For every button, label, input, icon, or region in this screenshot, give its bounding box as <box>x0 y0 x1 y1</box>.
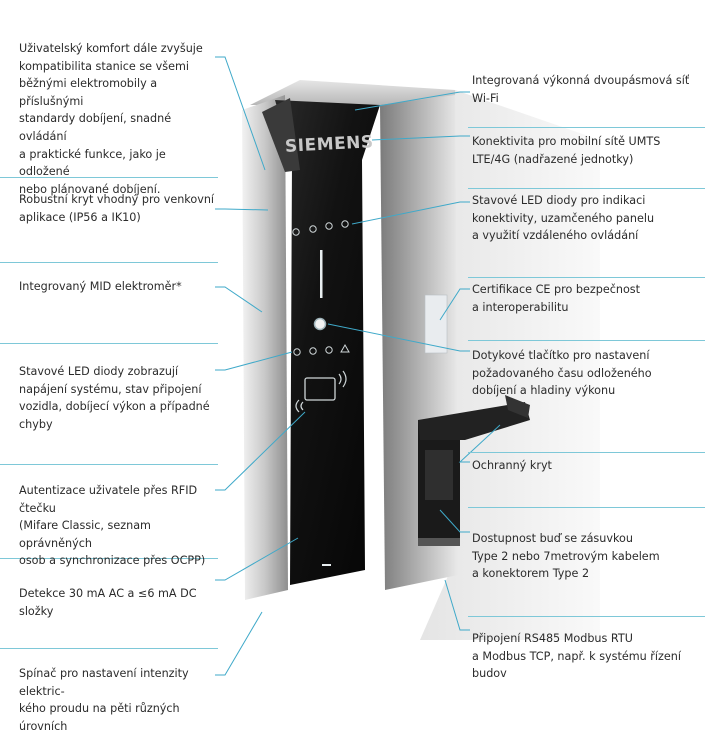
label-socket-type2: Dostupnost buď se zásuvkou Type 2 nebo 7metrovým kabelem a konektorem Type 2 <box>472 532 660 581</box>
brand-logo: SIEMENS <box>284 132 375 157</box>
label-protective-cover: Ochranný kryt <box>472 459 552 472</box>
socket-bottom-plate <box>418 538 460 546</box>
label-ce-certification: Certifikace CE pro bezpečnost a interoperabilitu <box>472 283 640 314</box>
touch-button <box>315 319 326 330</box>
dc-led-slit <box>322 564 331 566</box>
housing-left-side <box>242 95 288 600</box>
label-robust-housing: Robustní kryt vhodný pro venkovní aplikace (IP56 a IK10) <box>19 193 215 224</box>
label-user-comfort: Uživatelský komfort dále zvyšuje kompatibilita stanice se všemi běžnými elektromobily a příslušnými standardy dobíjení, snadné ovládání a praktické funkce, jako je odložené nebo plánované dobíjení. <box>19 42 203 196</box>
separator-right-7 <box>468 616 705 617</box>
separator-right-5 <box>468 452 705 453</box>
label-wifi: Integrovaná výkonná dvoupásmová síť Wi-Fi <box>472 74 690 105</box>
meter-display <box>320 250 323 298</box>
separator-left-4 <box>0 464 218 465</box>
label-mid-meter: Integrovaný MID elektroměr* <box>19 280 182 293</box>
separator-right-4 <box>468 340 705 341</box>
label-rfid: Autentizace uživatele přes RFID čtečku (Mifare Classic, seznam oprávněných osob a synchronizace přes OCPP) <box>19 484 206 568</box>
front-panel <box>275 100 380 585</box>
label-dc-detection: Detekce 30 mA AC a ≤6 mA DC složky <box>19 587 197 618</box>
label-connectivity-leds: Stavové LED diody pro indikaci konektivity, uzamčeného panelu a využití vzdáleného ovládání <box>472 194 655 243</box>
separator-right-6 <box>468 507 705 508</box>
label-power-leds: Stavové LED diody zobrazují napájení systému, stav připojení vozidla, dobíjecí výkon a případné chyby <box>19 365 210 431</box>
label-touch-button: Dotykové tlačítko pro nastavení požadovaného času odloženého dobíjení a hladiny výkonu <box>472 349 652 398</box>
separator-right-3 <box>468 277 705 278</box>
separator-left-3 <box>0 343 218 344</box>
label-lte: Konektivita pro mobilní sítě UMTS LTE/4G (nadřazené jednotky) <box>472 135 661 166</box>
separator-left-6 <box>0 648 218 649</box>
separator-right-2 <box>468 188 705 189</box>
label-modbus: Připojení RS485 Modbus RTU a Modbus TCP, např. k systému řízení budov <box>472 632 681 681</box>
separator-right-1 <box>468 127 705 128</box>
socket-inner <box>425 450 453 500</box>
label-current-switch: Spínač pro nastavení intenzity elektric- kého proudu na pěti různých úrovních <box>19 667 189 733</box>
separator-left-2 <box>0 262 218 263</box>
